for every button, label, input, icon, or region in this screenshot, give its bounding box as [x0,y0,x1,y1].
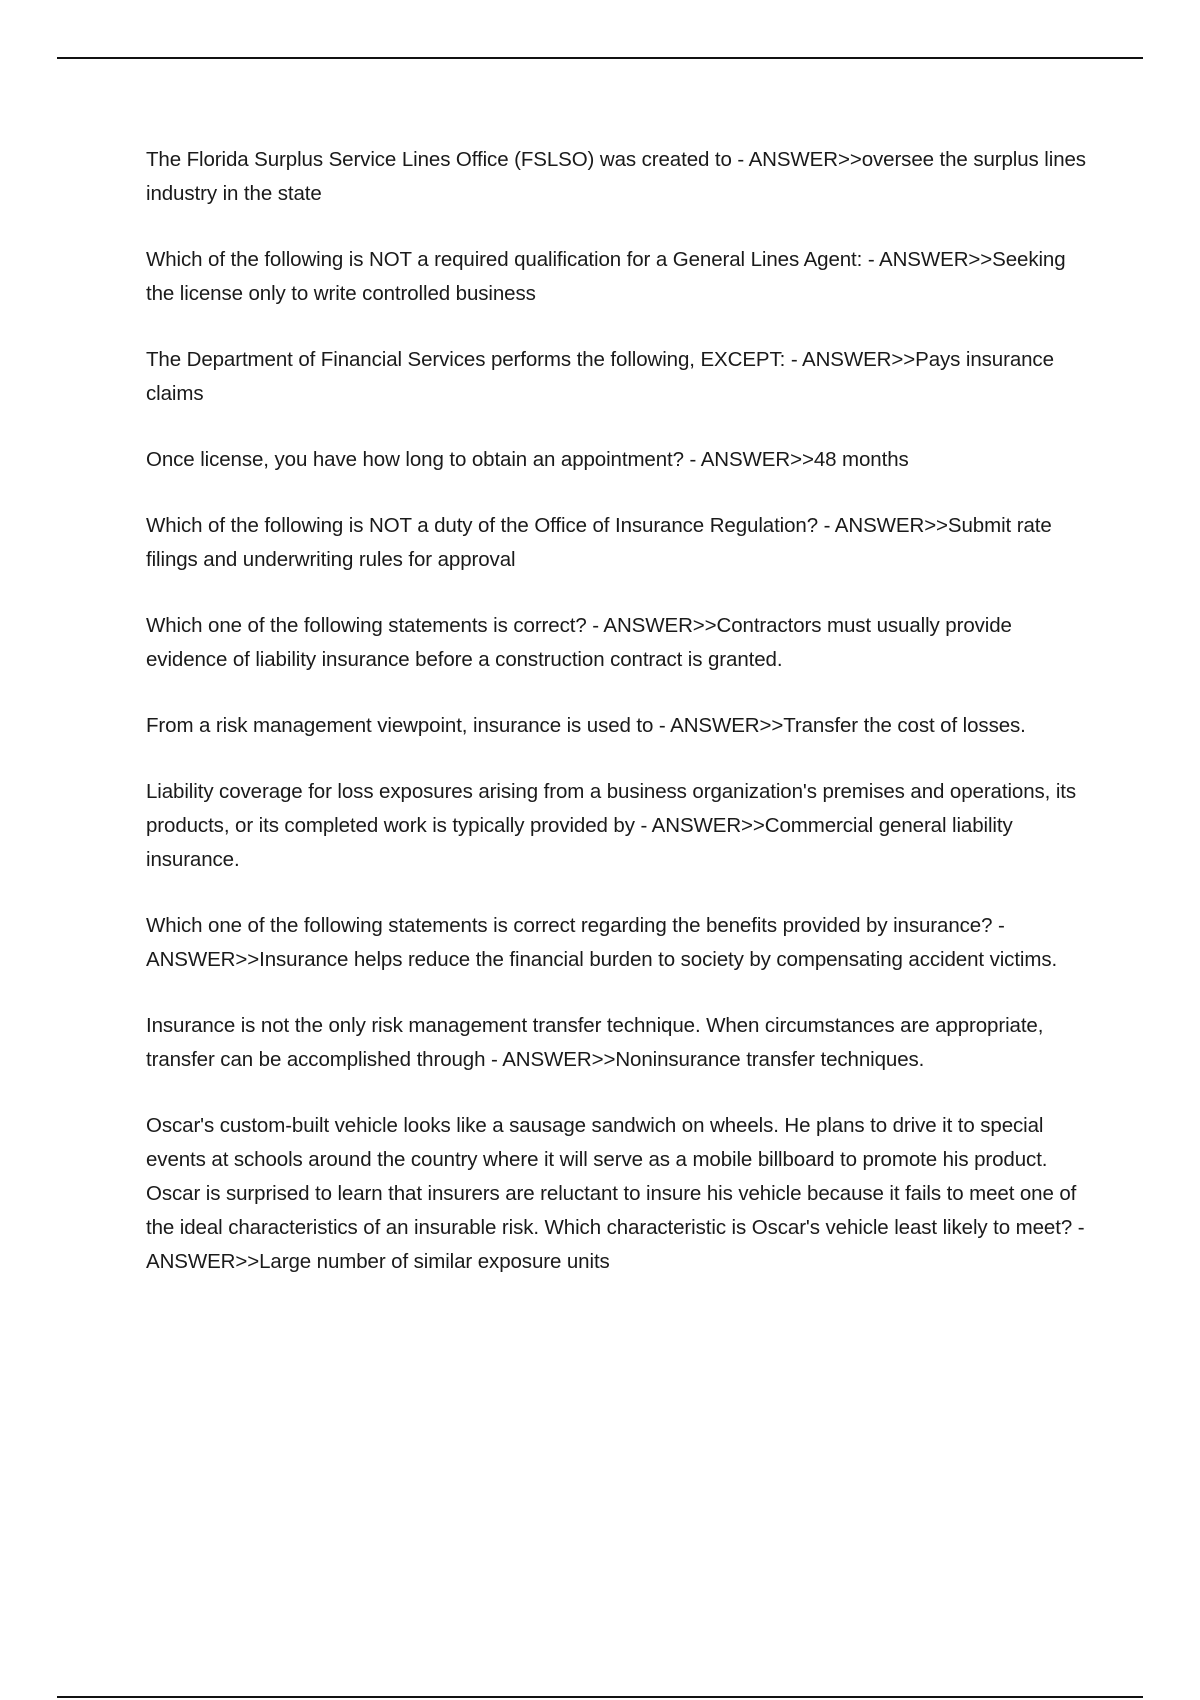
document-body [146,143,1086,1311]
qa-item: Insurance is not the only risk management transfer technique. When circumstances are appropriate, transfer can be accomplished through - ANSWER>>Noninsurance transfer techniques. [146,1014,1044,1071]
qa-item: Oscar's custom-built vehicle looks like a sausage sandwich on wheels. He plans to drive it to special events at schools around the country where it will serve as a mobile billboard to promote his product. Oscar is surprised to learn that insurers are reluctant to insure his vehicle because it fails to meet one of the ideal characteristics of an insurable risk. Which characteristic is Oscar's vehicle least likely to meet? - ANSWER>>Large number of similar exposure units [146,1114,1085,1273]
qa-item: The Florida Surplus Service Lines Office (FSLSO) was created to - ANSWER>>oversee the surplus lines industry in the state [146,148,1086,205]
qa-item: The Department of Financial Services performs the following, EXCEPT: - ANSWER>>Pays insurance claims [146,348,1054,405]
qa-item: Which of the following is NOT a required qualification for a General Lines Agent: - ANSWER>>Seeking the license only to write controlled business [146,248,1066,305]
qa-item: Liability coverage for loss exposures arising from a business organization's premises and operations, its products, or its completed work is typically provided by - ANSWER>>Commercial general liability insurance. [146,780,1077,871]
footer-rule [57,1696,1143,1698]
header-rule [57,57,1143,59]
qa-item: Which of the following is NOT a duty of the Office of Insurance Regulation? - ANSWER>>Submit rate filings and underwriting rules for approval [146,514,1052,571]
qa-item: Once license, you have how long to obtain an appointment? - ANSWER>>48 months [146,448,909,471]
qa-item: Which one of the following statements is correct? - ANSWER>>Contractors must usually provide evidence of liability insurance before a construction contract is granted. [146,614,1012,671]
qa-item: From a risk management viewpoint, insurance is used to - ANSWER>>Transfer the cost of losses. [146,714,1026,737]
qa-item: Which one of the following statements is correct regarding the benefits provided by insurance? - ANSWER>>Insurance helps reduce the financial burden to society by compensating accident victims. [146,914,1058,971]
